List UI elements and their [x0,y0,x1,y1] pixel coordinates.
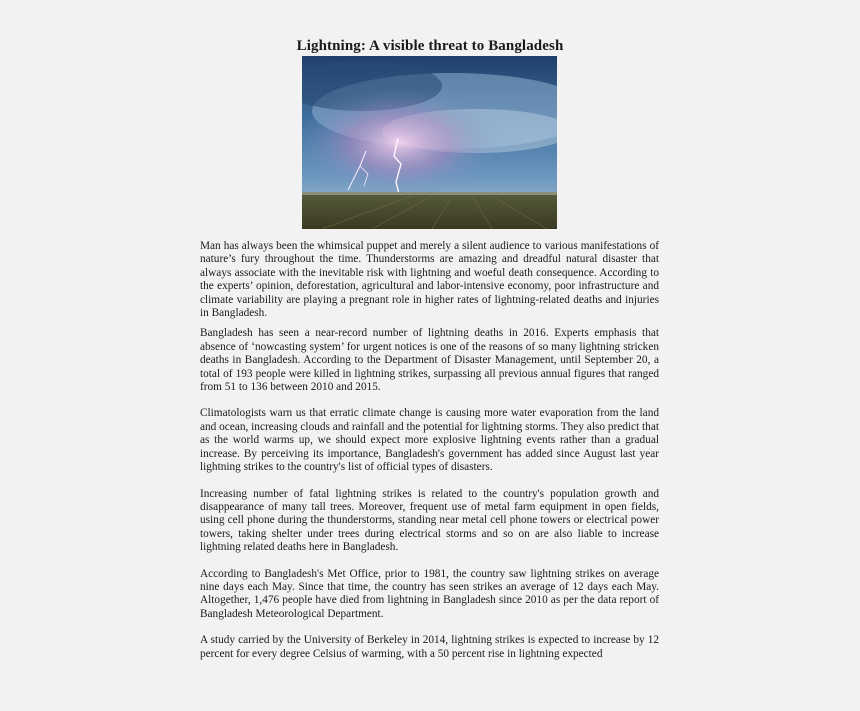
document-title: Lightning: A visible threat to Bangladesh [296,38,564,54]
paragraph-6: A study carried by the University of Berkeley in 2014, lightning strikes is expected to increase by 12 percent for every degree Celsius of warming, with a 50 percent rise in lightning expected [200,634,659,660]
paragraph-1: Man has always been the whimsical puppet and merely a silent audience to various manifestations of nature’s fury throughout the time. Thunderstorms are amazing and dreadful natural disaster that always associate with the inevitable risk with lightning and woeful death consequence. According to the experts’ opinion, deforestation, agricultural and labor-intensive economy, poor infrastructure and climate variability are playing a pregnant role in higher rates of lightning-related deaths and injuries in Bangladesh. [200,240,659,320]
paragraph-2: Bangladesh has seen a near-record number of lightning deaths in 2016. Experts emphasis that absence of ‘nowcasting system’ for urgent notices is one of the reasons of so many lightning stricken deaths in Bangladesh. According to the Department of Disaster Management, until September 20, a total of 193 people were killed in lightning strikes, surpassing all previous annual figures that ranged from 51 to 136 between 2010 and 2015. [200,327,659,394]
paragraph-4: Increasing number of fatal lightning strikes is related to the country's population growth and disappearance of many tall trees. Moreover, frequent use of metal farm equipment in open fields, using cell phone during the thunderstorms, standing near metal cell phone towers or electrical power towers, taking shelter under trees during electrical storms and so on are also liable to increase lightning related deaths here in Bangladesh. [200,487,659,554]
paragraph-3: Climatologists warn us that erratic climate change is causing more water evaporation from the land and ocean, increasing clouds and rainfall and the potential for lightning storms. They also predict that as the world warms up, we should expect more explosive lightning events rather than a gradual increase. By perceiving its importance, Bangladesh's government has added since August last year lightning strikes to the country's list of official types of disasters. [200,407,659,474]
lightning-storm-image [302,56,557,229]
paragraph-5: According to Bangladesh's Met Office, prior to 1981, the country saw lightning strikes on average nine days each May. Since that time, the country has seen strikes an average of 12 days each May. Altogether, 1,476 people have died from lightning in Bangladesh since 2010 as per the data report of Bangladesh Meteorological Department. [200,567,659,620]
article-body [200,240,659,661]
lightning-photo [302,56,557,229]
